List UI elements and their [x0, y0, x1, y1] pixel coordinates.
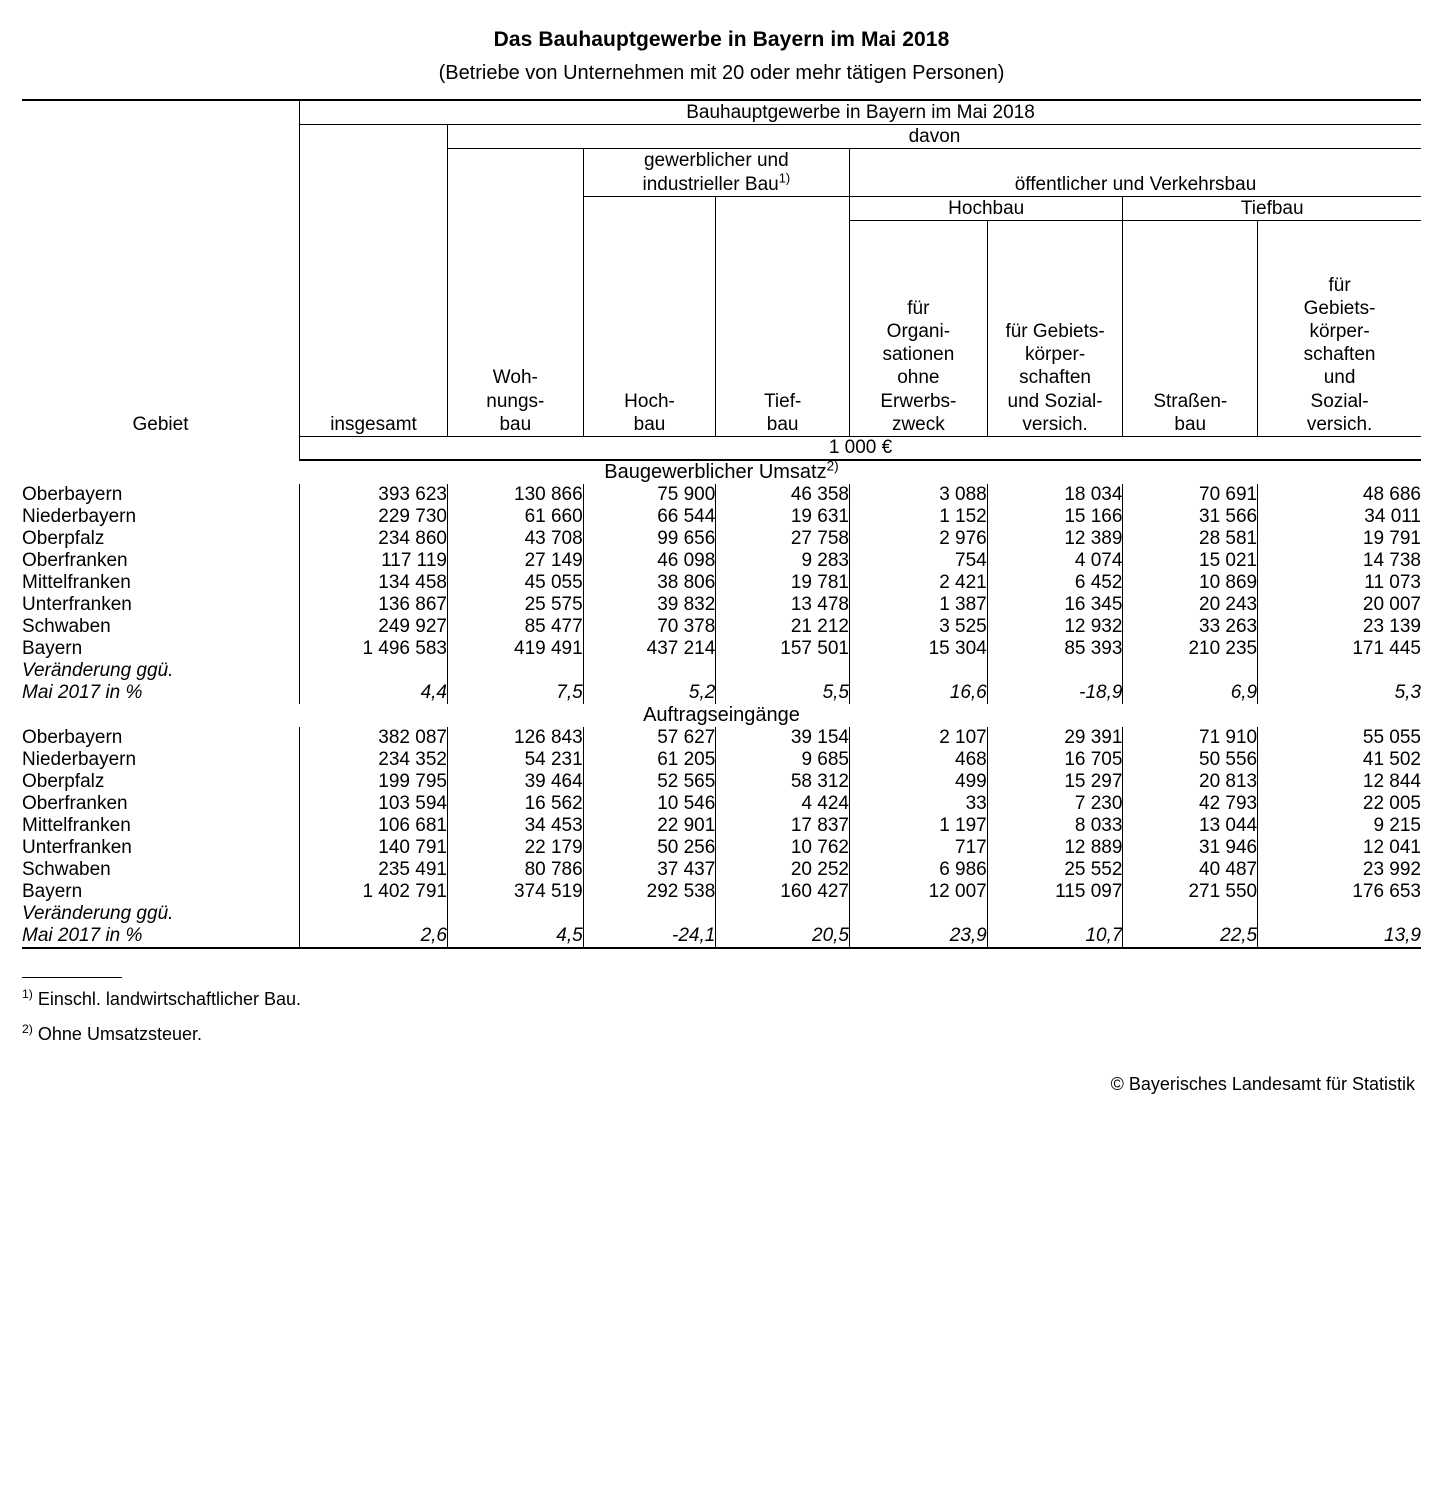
section-heading-row-2	[22, 704, 1421, 727]
cell-change-insgesamt: 4,4	[300, 682, 448, 704]
hdr-gk2-l3: körper-	[1309, 321, 1370, 342]
hdr-gk2-l1: für	[1328, 274, 1351, 296]
hdr-gk1-l3: schaften	[1019, 367, 1091, 389]
spacer	[447, 903, 583, 925]
cell-gebiets-tiefbau: 12 844	[1258, 771, 1421, 793]
row-label: Oberpfalz	[22, 527, 105, 549]
spacer	[1123, 660, 1258, 682]
row-label: Oberbayern	[22, 726, 123, 748]
header-tiefbau-gruppe: Tiefbau	[1123, 196, 1421, 220]
bottom-rule	[22, 948, 1421, 951]
cell-wohnungsbau: 39 464	[447, 771, 583, 793]
cell-strassenbau: 71 910	[1123, 727, 1258, 749]
spacer	[716, 903, 850, 925]
spacer	[447, 660, 583, 682]
cell-gebiets-tiefbau: 34 011	[1258, 506, 1421, 528]
cell-org-ohne-erwerb: 3 525	[849, 616, 987, 638]
cell-strassenbau: 70 691	[1123, 484, 1258, 506]
cell-gebiets-hochbau: 29 391	[987, 727, 1123, 749]
row-label: Schwaben	[22, 615, 111, 637]
table-row	[22, 815, 1421, 837]
cell-wohnungsbau: 80 786	[447, 859, 583, 881]
statistics-table	[22, 99, 1421, 951]
row-label: Bayern	[22, 637, 83, 659]
cell-org-ohne-erwerb: 15 304	[849, 638, 987, 660]
spacer	[987, 903, 1123, 925]
hdr-str-l2: bau	[1174, 413, 1207, 435]
header-wohnungsbau-l1: Woh-	[492, 367, 538, 389]
cell-org-ohne-erwerb: 2 976	[849, 528, 987, 550]
cell-change-gewerbl-hochbau: 5,2	[583, 682, 716, 704]
hdr-gk2-l4: schaften	[1303, 344, 1376, 366]
header-hochbau-l2: bau	[633, 413, 666, 435]
change-row-label-line1: Veränderung ggü.	[22, 659, 174, 681]
table-row	[22, 484, 1421, 506]
page-title: Das Bauhauptgewerbe in Bayern im Mai 2018	[493, 28, 950, 51]
table-row	[22, 616, 1421, 638]
row-label: Oberfranken	[22, 792, 128, 814]
cell-change-org-ohne-erwerb: 23,9	[849, 925, 987, 948]
footnote-2-marker: 2)	[22, 1021, 33, 1036]
unit-label: 1 000 €	[300, 436, 1421, 460]
footnote-2-text: Ohne Umsatzsteuer.	[37, 1023, 202, 1044]
cell-gebiets-tiefbau: 19 791	[1258, 528, 1421, 550]
cell-gewerbl-hochbau: 10 546	[583, 793, 716, 815]
cell-gewerbl-tiefbau: 17 837	[716, 815, 850, 837]
cell-insgesamt: 1 402 791	[300, 881, 448, 903]
row-label: Oberfranken	[22, 549, 128, 571]
cell-gebiets-hochbau: 12 932	[987, 616, 1123, 638]
cell-insgesamt: 249 927	[300, 616, 448, 638]
cell-gewerbl-tiefbau: 4 424	[716, 793, 850, 815]
cell-gebiets-tiefbau: 11 073	[1258, 572, 1421, 594]
spacer	[583, 660, 716, 682]
cell-gebiets-hochbau: 16 345	[987, 594, 1123, 616]
cell-org-ohne-erwerb: 1 387	[849, 594, 987, 616]
cell-strassenbau: 42 793	[1123, 793, 1258, 815]
hdr-gk1-l4: und Sozial-	[1007, 390, 1103, 412]
cell-gewerbl-tiefbau: 58 312	[716, 771, 850, 793]
section-heading-umsatz	[22, 460, 1421, 484]
table-row	[22, 727, 1421, 749]
table-row	[22, 771, 1421, 793]
spacer	[1123, 903, 1258, 925]
footnote-ref-2: 2)	[826, 458, 839, 474]
header-davon: davon	[447, 125, 1421, 149]
cell-gewerbl-hochbau: 75 900	[583, 484, 716, 506]
cell-insgesamt: 136 867	[300, 594, 448, 616]
cell-org-ohne-erwerb: 754	[849, 550, 987, 572]
cell-insgesamt: 134 458	[300, 572, 448, 594]
footnote-1-text: Einschl. landwirtschaftlicher Bau.	[37, 988, 302, 1009]
cell-insgesamt: 382 087	[300, 727, 448, 749]
cell-gebiets-tiefbau: 9 215	[1258, 815, 1421, 837]
cell-gewerbl-tiefbau: 13 478	[716, 594, 850, 616]
cell-org-ohne-erwerb: 6 986	[849, 859, 987, 881]
footnote-1-marker: 1)	[22, 986, 33, 1001]
header-row-1	[22, 100, 1421, 125]
hdr-org-l3: sationen	[882, 344, 955, 366]
cell-gewerbl-hochbau: 38 806	[583, 572, 716, 594]
table-row	[22, 506, 1421, 528]
hdr-org-l4: ohne	[897, 367, 940, 389]
header-span-all: Bauhauptgewerbe in Bayern im Mai 2018	[300, 100, 1421, 125]
cell-org-ohne-erwerb: 468	[849, 749, 987, 771]
cell-org-ohne-erwerb: 2 421	[849, 572, 987, 594]
cell-strassenbau: 271 550	[1123, 881, 1258, 903]
cell-wohnungsbau: 22 179	[447, 837, 583, 859]
cell-strassenbau: 33 263	[1123, 616, 1258, 638]
cell-gebiets-tiefbau: 23 992	[1258, 859, 1421, 881]
cell-change-gebiets-tiefbau: 5,3	[1258, 682, 1421, 704]
cell-org-ohne-erwerb: 499	[849, 771, 987, 793]
document-page	[0, 28, 1443, 1509]
cell-strassenbau: 10 869	[1123, 572, 1258, 594]
cell-wohnungsbau: 126 843	[447, 727, 583, 749]
hdr-gk1-l1: für Gebiets-	[1005, 321, 1105, 342]
hdr-gk2-l6: Sozial-	[1310, 390, 1369, 412]
section-heading-auftragseingaenge: Auftragseingänge	[643, 703, 800, 726]
cell-gewerbl-tiefbau: 21 212	[716, 616, 850, 638]
header-tiefbau-l2: bau	[766, 413, 799, 435]
table-row	[22, 550, 1421, 572]
row-label: Niederbayern	[22, 748, 137, 770]
spacer	[849, 660, 987, 682]
change-row-label-line2: Mai 2017 in %	[22, 681, 143, 703]
hdr-org-l2: Organi-	[886, 321, 951, 342]
table-row	[22, 859, 1421, 881]
row-label: Niederbayern	[22, 505, 137, 527]
cell-strassenbau: 15 021	[1123, 550, 1258, 572]
cell-gebiets-hochbau: 115 097	[987, 881, 1123, 903]
cell-wohnungsbau: 54 231	[447, 749, 583, 771]
change-row-label-2	[22, 903, 1421, 925]
cell-gewerbl-hochbau: 22 901	[583, 815, 716, 837]
cell-gewerbl-tiefbau: 9 685	[716, 749, 850, 771]
row-label: Oberbayern	[22, 483, 123, 505]
header-strassenbau	[1123, 220, 1258, 436]
cell-wohnungsbau: 419 491	[447, 638, 583, 660]
cell-gewerbl-hochbau: 37 437	[583, 859, 716, 881]
cell-gewerbl-tiefbau: 157 501	[716, 638, 850, 660]
header-hochbau-gewerblich	[583, 196, 716, 436]
cell-change-gewerbl-hochbau: -24,1	[583, 925, 716, 948]
table-row	[22, 837, 1421, 859]
cell-change-gebiets-tiefbau: 13,9	[1258, 925, 1421, 948]
cell-gewerbl-hochbau: 292 538	[583, 881, 716, 903]
cell-strassenbau: 20 243	[1123, 594, 1258, 616]
cell-gebiets-tiefbau: 20 007	[1258, 594, 1421, 616]
header-gewerblich-l1: gewerblicher und	[643, 150, 789, 172]
spacer	[1258, 903, 1421, 925]
cell-change-org-ohne-erwerb: 16,6	[849, 682, 987, 704]
cell-gewerbl-tiefbau: 19 631	[716, 506, 850, 528]
table-row-total	[22, 881, 1421, 903]
cell-change-insgesamt: 2,6	[300, 925, 448, 948]
change-row-2	[22, 925, 1421, 948]
cell-gebiets-hochbau: 15 166	[987, 506, 1123, 528]
header-gebiet: Gebiet	[22, 100, 300, 436]
header-wohnungsbau-l2: nungs-	[486, 390, 545, 412]
cell-insgesamt: 117 119	[300, 550, 448, 572]
header-gewerblich-l2-wrap	[584, 170, 849, 196]
table-bottom-rule	[22, 948, 1421, 951]
cell-gebiets-tiefbau: 171 445	[1258, 638, 1421, 660]
cell-change-strassenbau: 22,5	[1123, 925, 1258, 948]
cell-change-wohnungsbau: 4,5	[447, 925, 583, 948]
cell-change-gebiets-hochbau: 10,7	[987, 925, 1123, 948]
footnotes	[22, 977, 1421, 1048]
cell-gewerbl-hochbau: 46 098	[583, 550, 716, 572]
cell-insgesamt: 106 681	[300, 815, 448, 837]
cell-insgesamt: 103 594	[300, 793, 448, 815]
cell-insgesamt: 140 791	[300, 837, 448, 859]
cell-insgesamt: 234 860	[300, 528, 448, 550]
header-insgesamt: insgesamt	[300, 125, 448, 437]
cell-org-ohne-erwerb: 1 197	[849, 815, 987, 837]
cell-gewerbl-hochbau: 70 378	[583, 616, 716, 638]
cell-gebiets-hochbau: 15 297	[987, 771, 1123, 793]
cell-strassenbau: 210 235	[1123, 638, 1258, 660]
header-hochbau-gruppe: Hochbau	[849, 196, 1122, 220]
cell-org-ohne-erwerb: 33	[849, 793, 987, 815]
cell-org-ohne-erwerb: 2 107	[849, 727, 987, 749]
header-wohnungsbau-l3: bau	[499, 413, 532, 435]
cell-wohnungsbau: 85 477	[447, 616, 583, 638]
cell-gebiets-hochbau: 16 705	[987, 749, 1123, 771]
hdr-str-l1: Straßen-	[1153, 390, 1228, 412]
cell-gebiets-hochbau: 8 033	[987, 815, 1123, 837]
table-row	[22, 528, 1421, 550]
footnote-1	[22, 986, 1421, 1013]
cell-wohnungsbau: 374 519	[447, 881, 583, 903]
cell-insgesamt: 234 352	[300, 749, 448, 771]
unit-row	[22, 436, 1421, 460]
cell-change-gebiets-hochbau: -18,9	[987, 682, 1123, 704]
cell-strassenbau: 31 566	[1123, 506, 1258, 528]
row-label: Mittelfranken	[22, 814, 131, 836]
header-gewerblicher-industrieller-bau	[583, 149, 849, 196]
row-label: Oberpfalz	[22, 770, 105, 792]
header-gebietskoerperschaften-tiefbau	[1258, 220, 1421, 436]
hdr-gk2-l5: und	[1323, 367, 1356, 389]
cell-gebiets-tiefbau: 22 005	[1258, 793, 1421, 815]
cell-wohnungsbau: 45 055	[447, 572, 583, 594]
change-row-label-line2: Mai 2017 in %	[22, 924, 143, 946]
hdr-org-l1: für	[907, 297, 930, 319]
cell-org-ohne-erwerb: 1 152	[849, 506, 987, 528]
hdr-gk1-l2: körper-	[1024, 344, 1086, 366]
cell-gebiets-hochbau: 7 230	[987, 793, 1123, 815]
cell-gewerbl-hochbau: 437 214	[583, 638, 716, 660]
header-gebietskoerperschaften-hochbau	[987, 220, 1123, 436]
cell-gewerbl-tiefbau: 10 762	[716, 837, 850, 859]
cell-org-ohne-erwerb: 12 007	[849, 881, 987, 903]
cell-insgesamt: 199 795	[300, 771, 448, 793]
cell-change-strassenbau: 6,9	[1123, 682, 1258, 704]
cell-gewerbl-hochbau: 57 627	[583, 727, 716, 749]
spacer	[987, 660, 1123, 682]
cell-wohnungsbau: 130 866	[447, 484, 583, 506]
spacer	[849, 903, 987, 925]
cell-insgesamt: 393 623	[300, 484, 448, 506]
cell-change-gewerbl-tiefbau: 20,5	[716, 925, 850, 948]
header-wohnungsbau	[447, 149, 583, 437]
cell-gewerbl-tiefbau: 160 427	[716, 881, 850, 903]
cell-gewerbl-tiefbau: 19 781	[716, 572, 850, 594]
cell-gewerbl-hochbau: 61 205	[583, 749, 716, 771]
cell-gebiets-hochbau: 6 452	[987, 572, 1123, 594]
cell-strassenbau: 28 581	[1123, 528, 1258, 550]
spacer	[583, 903, 716, 925]
cell-gebiets-hochbau: 85 393	[987, 638, 1123, 660]
cell-gebiets-hochbau: 25 552	[987, 859, 1123, 881]
hdr-gk1-l5: versich.	[1022, 413, 1088, 435]
hdr-org-l6: zweck	[891, 413, 945, 435]
change-row-1	[22, 682, 1421, 704]
cell-wohnungsbau: 27 149	[447, 550, 583, 572]
cell-insgesamt: 1 496 583	[300, 638, 448, 660]
change-row-label-1	[22, 660, 1421, 682]
footnote-ref-1: 1)	[778, 170, 791, 186]
hdr-org-l5: Erwerbs-	[880, 390, 957, 412]
spacer	[1258, 660, 1421, 682]
cell-org-ohne-erwerb: 3 088	[849, 484, 987, 506]
table-row	[22, 572, 1421, 594]
row-label: Unterfranken	[22, 836, 132, 858]
cell-wohnungsbau: 25 575	[447, 594, 583, 616]
row-label: Unterfranken	[22, 593, 132, 615]
footnote-2	[22, 1021, 1421, 1048]
copyright-notice: © Bayerisches Landesamt für Statistik	[1110, 1073, 1415, 1094]
section-heading-umsatz-text: Baugewerblicher Umsatz	[604, 460, 827, 483]
hdr-gk2-l7: versich.	[1306, 413, 1373, 435]
cell-gebiets-hochbau: 4 074	[987, 550, 1123, 572]
header-gewerblich-l2: industrieller Bau	[642, 173, 779, 195]
table-row	[22, 793, 1421, 815]
cell-wohnungsbau: 16 562	[447, 793, 583, 815]
cell-insgesamt: 229 730	[300, 506, 448, 528]
cell-gebiets-tiefbau: 55 055	[1258, 727, 1421, 749]
cell-gebiets-hochbau: 18 034	[987, 484, 1123, 506]
table-row	[22, 594, 1421, 616]
cell-gewerbl-hochbau: 39 832	[583, 594, 716, 616]
spacer	[300, 660, 448, 682]
row-label: Bayern	[22, 880, 83, 902]
cell-wohnungsbau: 34 453	[447, 815, 583, 837]
cell-gebiets-tiefbau: 176 653	[1258, 881, 1421, 903]
cell-gebiets-tiefbau: 23 139	[1258, 616, 1421, 638]
cell-gebiets-tiefbau: 14 738	[1258, 550, 1421, 572]
cell-gewerbl-tiefbau: 20 252	[716, 859, 850, 881]
row-label: Mittelfranken	[22, 571, 131, 593]
change-row-label-line1: Veränderung ggü.	[22, 902, 174, 924]
section-heading-row-1	[22, 460, 1421, 484]
cell-gewerbl-hochbau: 52 565	[583, 771, 716, 793]
cell-strassenbau: 31 946	[1123, 837, 1258, 859]
unit-empty	[22, 436, 300, 460]
header-hochbau-l1: Hoch-	[624, 390, 675, 412]
cell-wohnungsbau: 61 660	[447, 506, 583, 528]
cell-gewerbl-tiefbau: 27 758	[716, 528, 850, 550]
cell-gebiets-tiefbau: 48 686	[1258, 484, 1421, 506]
cell-gewerbl-hochbau: 99 656	[583, 528, 716, 550]
cell-gewerbl-hochbau: 50 256	[583, 837, 716, 859]
table-row	[22, 749, 1421, 771]
cell-org-ohne-erwerb: 717	[849, 837, 987, 859]
hdr-gk2-l2: Gebiets-	[1303, 297, 1376, 319]
spacer	[300, 903, 448, 925]
footnote-rule	[22, 977, 122, 978]
cell-strassenbau: 40 487	[1123, 859, 1258, 881]
spacer	[716, 660, 850, 682]
cell-strassenbau: 13 044	[1123, 815, 1258, 837]
header-tiefbau-l1: Tief-	[764, 390, 802, 412]
cell-strassenbau: 50 556	[1123, 749, 1258, 771]
cell-gewerbl-tiefbau: 46 358	[716, 484, 850, 506]
cell-gebiets-hochbau: 12 889	[987, 837, 1123, 859]
header-tiefbau-gewerblich	[716, 196, 850, 436]
cell-change-gewerbl-tiefbau: 5,5	[716, 682, 850, 704]
cell-change-wohnungsbau: 7,5	[447, 682, 583, 704]
cell-gewerbl-tiefbau: 39 154	[716, 727, 850, 749]
cell-gewerbl-tiefbau: 9 283	[716, 550, 850, 572]
table-row-total	[22, 638, 1421, 660]
cell-insgesamt: 235 491	[300, 859, 448, 881]
cell-gebiets-hochbau: 12 389	[987, 528, 1123, 550]
cell-gewerbl-hochbau: 66 544	[583, 506, 716, 528]
cell-strassenbau: 20 813	[1123, 771, 1258, 793]
cell-wohnungsbau: 43 708	[447, 528, 583, 550]
header-organisationen-ohne-erwerbszweck	[849, 220, 987, 436]
row-label: Schwaben	[22, 858, 111, 880]
cell-gebiets-tiefbau: 41 502	[1258, 749, 1421, 771]
page-subtitle: (Betriebe von Unternehmen mit 20 oder mehr tätigen Personen)	[438, 62, 1005, 84]
header-oeffentlicher-verkehrsbau: öffentlicher und Verkehrsbau	[849, 149, 1421, 196]
cell-gebiets-tiefbau: 12 041	[1258, 837, 1421, 859]
